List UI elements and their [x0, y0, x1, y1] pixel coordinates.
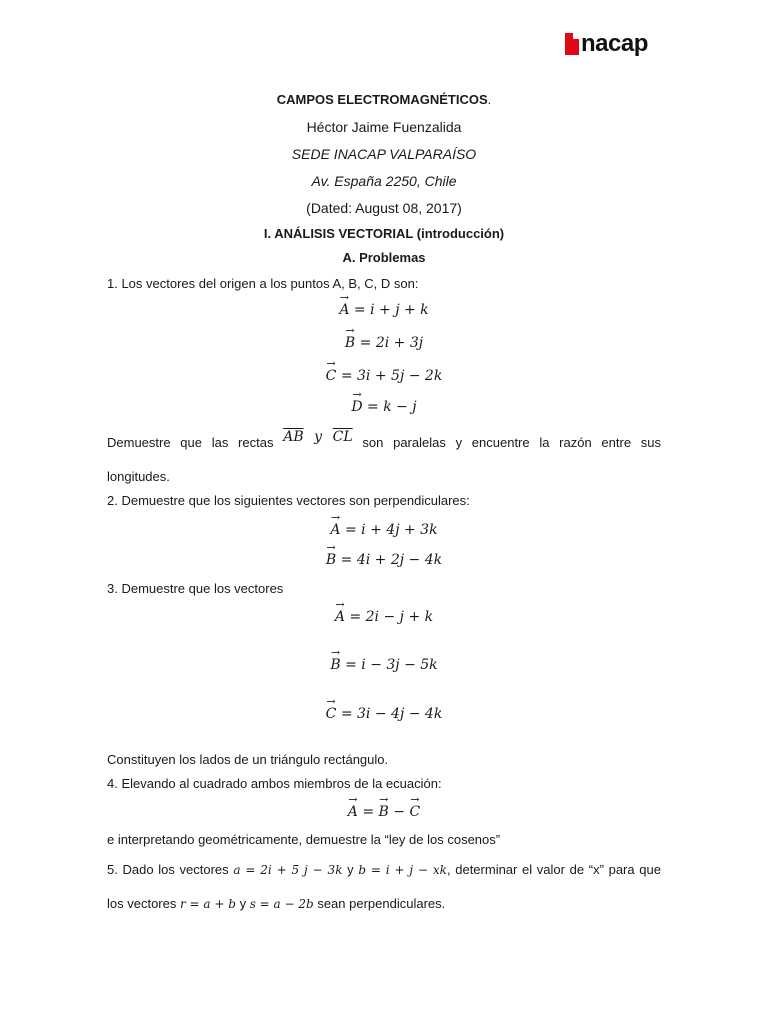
vec-a: → A — [330, 522, 340, 538]
problem-1-text: 1. Los vectores del origen a los puntos A, B, C, D son: — [107, 276, 419, 291]
vec-c: → C — [326, 368, 337, 384]
eq-1-d-rhs: = k − j — [367, 399, 417, 415]
eq-3-b — [0, 657, 768, 673]
inacap-logo — [565, 30, 648, 58]
eq-3-c-rhs: = 3i − 4j − 4k — [340, 706, 443, 722]
problem-1-ask — [107, 429, 661, 451]
vec-c: → C — [326, 706, 337, 722]
eq-4 — [0, 804, 768, 820]
problem-4-conclusion: e interpretando geométricamente, demuestre la “ley de los cosenos” — [107, 832, 501, 847]
eq-1-b — [0, 335, 768, 351]
logo-text: nacap — [581, 30, 648, 57]
problem-3-conclusion: Constituyen los lados de un triángulo rectángulo. — [107, 752, 389, 767]
address: Av. España 2250, Chile — [311, 173, 457, 189]
problem-1-ask-end: longitudes. — [107, 469, 170, 484]
campus: SEDE INACAP VALPARAÍSO — [291, 146, 477, 162]
p5-y2: y — [239, 896, 247, 911]
vec-d: → D — [351, 399, 362, 415]
eq-1-c — [0, 368, 768, 384]
title-suffix: . — [487, 92, 492, 107]
eq-2-a — [0, 522, 768, 538]
vec-a: → A — [348, 804, 358, 820]
problem-4-text: 4. Elevando al cuadrado ambos miembros de la ecuación: — [107, 776, 442, 791]
vec-c: → C — [409, 804, 420, 820]
problem-5-line-1 — [107, 862, 661, 877]
section-heading: I. ANÁLISIS VECTORIAL (introducción) — [263, 226, 505, 241]
eq-1-a-rhs: = i + j + k — [353, 302, 429, 318]
eq-1-c-rhs: = 3i + 5j − 2k — [340, 368, 443, 384]
problem-3-text: 3. Demuestre que los vectores — [107, 581, 284, 596]
problem-5-line-2 — [107, 896, 445, 911]
title-text: CAMPOS ELECTROMAGNÉTICOS — [276, 92, 488, 107]
segment-ab: $\overline{AB}$ — [283, 429, 304, 445]
p5-vec-r: r = a + b — [180, 897, 236, 911]
p5-lead2: los vectores — [107, 896, 177, 911]
segment-cl: $\overline{CL}$ — [332, 429, 353, 445]
vec-a: → A — [339, 302, 349, 318]
eq-1-a — [0, 302, 768, 318]
segments — [283, 429, 352, 445]
p5-vec-s: s = a − 2b — [249, 897, 314, 911]
eq-1-b-rhs: = 2i + 3j — [359, 335, 424, 351]
ask-after: son paralelas y encuentre la razón entre sus — [362, 435, 661, 450]
eq-2-b — [0, 552, 768, 568]
section-subheading: A. Problemas — [342, 250, 426, 265]
eq-3-a-rhs: = 2i − j + k — [349, 609, 434, 625]
ask-before: Demuestre que las rectas — [107, 435, 274, 450]
p5-lead: 5. Dado los vectores — [107, 862, 229, 877]
p5-y1: y — [347, 862, 354, 877]
eq-2-a-rhs: = i + 4j + 3k — [345, 522, 438, 538]
vec-b: → B — [330, 657, 340, 673]
author: Héctor Jaime Fuenzalida — [306, 119, 462, 135]
vec-b: → B — [345, 335, 355, 351]
p5-vec-b: b = i + j − xk — [358, 863, 447, 877]
segment-y: y — [314, 429, 323, 445]
eq-4-equals: = — [362, 804, 375, 820]
p5-mid: , determinar el valor de “x” para que — [446, 862, 661, 877]
eq-3-b-rhs: = i − 3j − 5k — [345, 657, 438, 673]
logo-mark-icon — [565, 33, 579, 55]
eq-2-b-rhs: = 4i + 2j − 4k — [340, 552, 443, 568]
vec-b: → B — [379, 804, 389, 820]
vec-a: → A — [335, 609, 345, 625]
dated: (Dated: August 08, 2017) — [306, 200, 462, 216]
eq-3-c — [0, 706, 768, 722]
p5-vec-a: a = 2i + 5 j − 3k — [233, 863, 343, 877]
eq-4-minus: − — [393, 804, 406, 820]
eq-3-a — [0, 609, 768, 625]
eq-1-d — [0, 399, 768, 415]
problem-2-text: 2. Demuestre que los siguientes vectores son perpendiculares: — [107, 493, 470, 508]
document-title — [0, 92, 768, 107]
vec-b: → B — [326, 552, 336, 568]
p5-end: sean perpendiculares. — [317, 896, 446, 911]
